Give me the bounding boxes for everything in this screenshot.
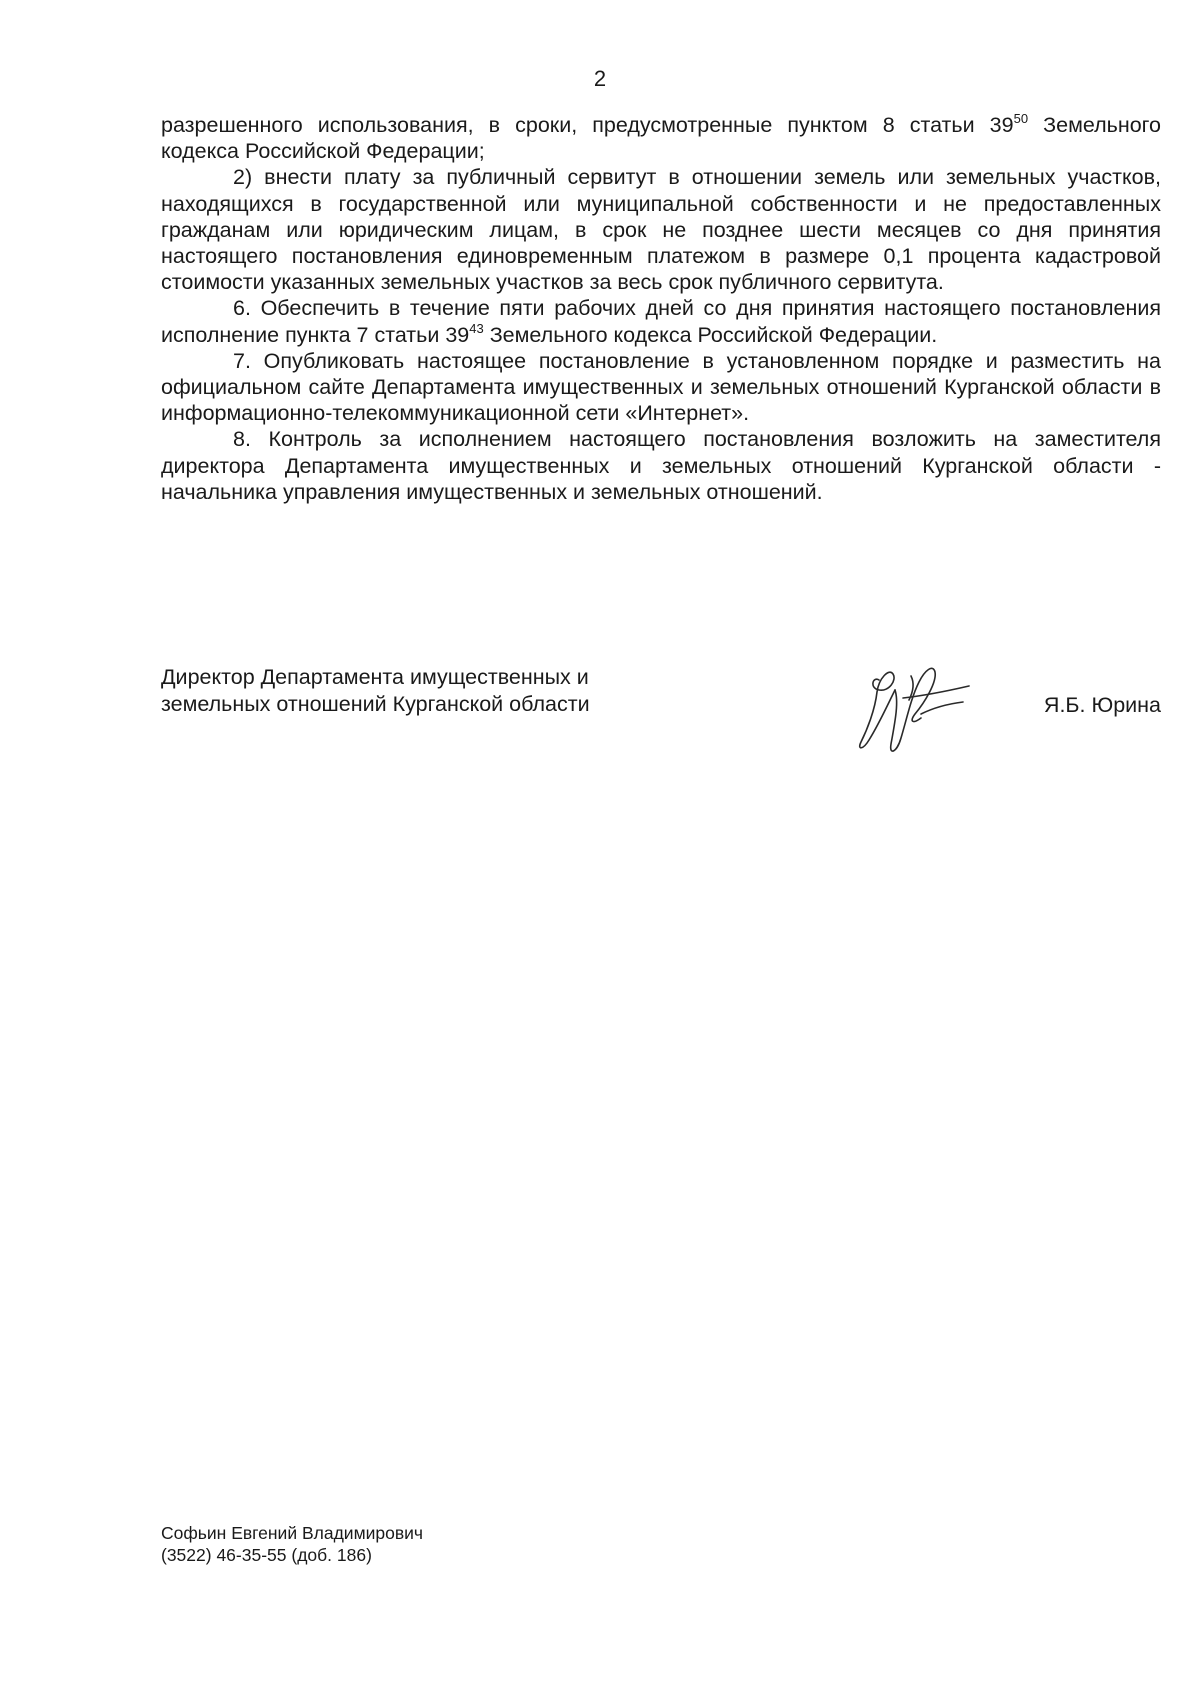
signer-position-line: Директор Департамента имущественных и [161, 665, 589, 689]
paragraph-text: Земельного кодекса Российской Федерации. [483, 322, 938, 347]
paragraph-continuation [161, 112, 1161, 164]
paragraph-text: 6. Обеспечить в течение пяти рабочих дней со дня принятия настоящего постановления исполнение пункта 7 статьи 39 [161, 296, 1161, 347]
paragraph-text: разрешенного использования, в сроки, предусмотренные пунктом 8 статьи 39 [161, 113, 1014, 137]
document-body [161, 112, 1161, 505]
signer-position-line: земельных отношений Курганской области [161, 691, 590, 716]
executor-name: Софьин Евгений Владимирович [161, 1523, 424, 1543]
paragraph-item-8: 8. Контроль за исполнением настоящего постановления возложить на заместителя директора Департамента имущественных и земельных отношений Курганской области - начальника управления имущественных и земельных отношений. [161, 427, 1161, 504]
article-superscript: 50 [1013, 111, 1029, 126]
paragraph-text: Земельного кодекса Российской Федерации; [161, 113, 1161, 164]
signature-block [161, 664, 1161, 764]
signer-position [161, 664, 590, 717]
executor-phone: (3522) 46-35-55 (доб. 186) [161, 1545, 372, 1565]
signer-name: Я.Б. Юрина [1043, 693, 1161, 717]
paragraph-item-7: 7. Опубликовать настоящее постановление в установленном порядке и разместить на официальном сайте Департамента имущественных и земельных отношений Курганской области в информационно-телекоммуникационной сети «Интернет». [161, 348, 1161, 426]
executor-contact [161, 1522, 423, 1566]
paragraph-item-2: 2) внести плату за публичный сервитут в отношении земель или земельных участков, находящихся в государственной или муниципальной собственности и не предоставленных гражданам или юридическим лицам, в срок не позднее шести месяцев со дня принятия настоящего постановления единовременным платежом в размере 0,1 процента кадастровой стоимости указанных земельных участков за весь срок публичного сервитута. [161, 165, 1161, 295]
article-superscript: 43 [469, 320, 484, 336]
paragraph-item-6 [161, 295, 1161, 347]
handwritten-signature [851, 652, 1011, 762]
page-number: 2 [593, 66, 607, 91]
